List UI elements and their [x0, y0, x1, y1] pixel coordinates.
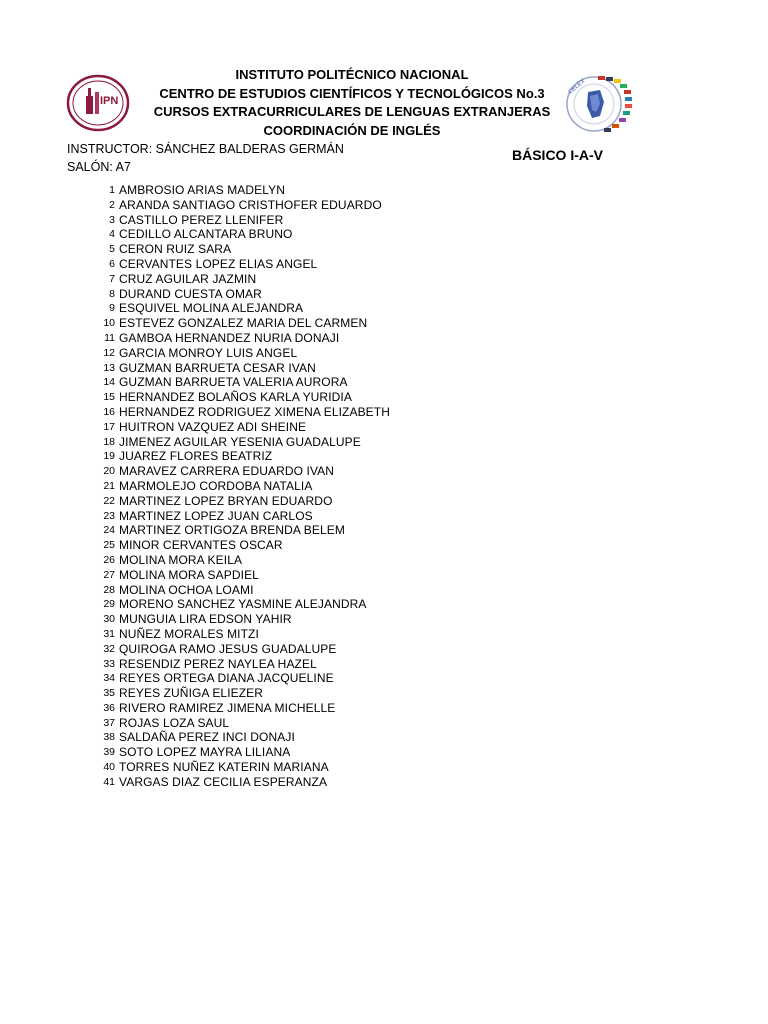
- list-item: [90, 449, 390, 464]
- list-item: [90, 316, 390, 331]
- list-item: [90, 583, 390, 598]
- list-item: [90, 464, 390, 479]
- student-number: 5: [109, 243, 115, 256]
- ipn-logo-text: IPN: [100, 95, 119, 107]
- student-name: MARTINEZ LOPEZ BRYAN EDUARDO: [119, 493, 333, 508]
- list-item: [90, 657, 390, 672]
- student-name: MOLINA MORA KEILA: [119, 552, 243, 567]
- student-name: NUÑEZ MORALES MITZI: [119, 626, 259, 641]
- list-item: [90, 183, 390, 198]
- list-item: [90, 375, 390, 390]
- student-number: 27: [103, 568, 115, 581]
- list-item: [90, 716, 390, 731]
- student-number: 17: [103, 420, 115, 433]
- list-item: [90, 301, 390, 316]
- list-item: [90, 361, 390, 376]
- list-item: [90, 627, 390, 642]
- student-number: 31: [103, 627, 115, 640]
- student-number: 12: [103, 346, 115, 359]
- list-item: [90, 198, 390, 213]
- student-number: 8: [109, 287, 115, 300]
- student-name: RIVERO RAMIREZ JIMENA MICHELLE: [119, 700, 336, 715]
- student-number: 9: [109, 302, 115, 315]
- student-number: 26: [103, 553, 115, 566]
- student-name: TORRES NUÑEZ KATERIN MARIANA: [119, 760, 329, 775]
- student-name: SOTO LOPEZ MAYRA LILIANA: [119, 745, 291, 760]
- student-name: DURAND CUESTA OMAR: [119, 286, 262, 301]
- student-name: JUAREZ FLORES BEATRIZ: [119, 449, 273, 464]
- student-name: HERNANDEZ BOLAÑOS KARLA YURIDIA: [119, 390, 352, 405]
- student-name: MARTINEZ LOPEZ JUAN CARLOS: [119, 508, 313, 523]
- student-number: 11: [104, 331, 115, 344]
- student-name: REYES ORTEGA DIANA JACQUELINE: [119, 671, 334, 686]
- student-name: CERON RUIZ SARA: [119, 242, 232, 257]
- student-number: 28: [103, 583, 115, 596]
- list-item: [90, 538, 390, 553]
- student-number: 2: [109, 198, 115, 211]
- student-number: 41: [103, 775, 115, 788]
- list-item: [90, 701, 390, 716]
- student-number: 13: [103, 361, 115, 374]
- celex-logo-icon: [562, 72, 636, 136]
- list-item: [90, 686, 390, 701]
- student-name: VARGAS DIAZ CECILIA ESPERANZA: [119, 774, 328, 789]
- student-name: CRUZ AGUILAR JAZMIN: [119, 271, 257, 286]
- student-name: RESENDIZ PEREZ NAYLEA HAZEL: [119, 656, 317, 671]
- student-number: 32: [103, 642, 115, 655]
- student-number: 22: [103, 494, 115, 507]
- student-name: HERNANDEZ RODRIGUEZ XIMENA ELIZABETH: [119, 404, 390, 419]
- student-number: 36: [103, 701, 115, 714]
- student-name: ARANDA SANTIAGO CRISTHOFER EDUARDO: [119, 197, 382, 212]
- student-number: 14: [103, 376, 115, 389]
- header-center: CENTRO DE ESTUDIOS CIENTÍFICOS Y TECNOLÓGICOS No.3: [159, 85, 545, 101]
- student-name: MOLINA OCHOA LOAMI: [119, 582, 254, 597]
- student-number: 21: [103, 479, 115, 492]
- ipn-logo-icon: [66, 74, 130, 132]
- student-name: ROJAS LOZA SAUL: [119, 715, 230, 730]
- list-item: [90, 597, 390, 612]
- list-item: [90, 642, 390, 657]
- student-name: REYES ZUÑIGA ELIEZER: [119, 686, 264, 701]
- student-name: JIMENEZ AGUILAR YESENIA GUADALUPE: [119, 434, 361, 449]
- student-name: GARCIA MONROY LUIS ANGEL: [119, 345, 298, 360]
- student-number: 40: [103, 761, 115, 774]
- list-item: [90, 523, 390, 538]
- list-item: [90, 745, 390, 760]
- list-item: [90, 494, 390, 509]
- student-number: 4: [109, 228, 115, 241]
- student-number: 19: [103, 450, 115, 463]
- list-item: [90, 346, 390, 361]
- header-institute: INSTITUTO POLITÉCNICO NACIONAL: [235, 67, 469, 82]
- student-number: 35: [103, 687, 115, 700]
- list-item: [90, 420, 390, 435]
- celex-logo-text: CELEX: [567, 78, 587, 96]
- list-item: [90, 287, 390, 302]
- student-name: QUIROGA RAMO JESUS GUADALUPE: [119, 641, 337, 656]
- student-name: MINOR CERVANTES OSCAR: [119, 538, 283, 553]
- student-number: 33: [103, 657, 115, 670]
- student-name: AMBROSIO ARIAS MADELYN: [119, 183, 286, 197]
- student-number: 6: [109, 257, 115, 270]
- student-number: 30: [103, 613, 115, 626]
- student-name: MOLINA MORA SAPDIEL: [119, 567, 259, 582]
- list-item: [90, 227, 390, 242]
- list-item: [90, 405, 390, 420]
- student-name: MARTINEZ ORTIGOZA BRENDA BELEM: [119, 523, 345, 538]
- student-name: CEDILLO ALCANTARA BRUNO: [119, 227, 293, 242]
- list-item: [90, 553, 390, 568]
- list-item: [90, 760, 390, 775]
- student-number: 16: [103, 405, 115, 418]
- student-number: 10: [103, 317, 115, 330]
- student-number: 34: [103, 672, 115, 685]
- classroom-label: SALÓN: A7: [67, 160, 131, 174]
- student-number: 20: [103, 465, 115, 478]
- student-number: 25: [103, 539, 115, 552]
- list-item: [90, 435, 390, 450]
- student-name: MARMOLEJO CORDOBA NATALIA: [119, 478, 313, 493]
- document-header: [140, 66, 564, 140]
- list-item: [90, 390, 390, 405]
- list-item: [90, 671, 390, 686]
- list-item: [90, 257, 390, 272]
- student-name: GUZMAN BARRUETA VALERIA AURORA: [119, 375, 348, 390]
- list-item: [90, 242, 390, 257]
- student-number: 1: [109, 184, 115, 196]
- student-number: 39: [103, 746, 115, 759]
- student-number: 23: [103, 509, 115, 522]
- list-item: [90, 272, 390, 287]
- student-name: ESQUIVEL MOLINA ALEJANDRA: [119, 301, 304, 316]
- list-item: [90, 612, 390, 627]
- student-number: 3: [109, 213, 115, 226]
- list-item: [90, 213, 390, 228]
- student-name: GAMBOA HERNANDEZ NURIA DONAJI: [119, 330, 340, 345]
- header-courses: CURSOS EXTRACURRICULARES DE LENGUAS EXTRANJERAS: [153, 104, 551, 119]
- instructor-label: INSTRUCTOR: SÁNCHEZ BALDERAS GERMÁN: [67, 142, 344, 156]
- student-name: ESTEVEZ GONZALEZ MARIA DEL CARMEN: [119, 316, 368, 331]
- list-item: [90, 331, 390, 346]
- student-number: 18: [103, 435, 115, 448]
- list-item: [90, 509, 390, 524]
- student-name: GUZMAN BARRUETA CESAR IVAN: [119, 360, 316, 375]
- student-name: CASTILLO PEREZ LLENIFER: [119, 212, 284, 227]
- student-number: 38: [103, 731, 115, 744]
- list-item: [90, 775, 390, 790]
- student-number: 15: [103, 391, 115, 404]
- header-coordination: COORDINACIÓN DE INGLÉS: [263, 122, 441, 138]
- student-list: [90, 183, 390, 790]
- student-name: MORENO SANCHEZ YASMINE ALEJANDRA: [119, 597, 367, 612]
- student-name: SALDAÑA PEREZ INCI DONAJI: [119, 730, 295, 745]
- student-name: MARAVEZ CARRERA EDUARDO IVAN: [119, 464, 335, 479]
- student-name: HUITRON VAZQUEZ ADI SHEINE: [119, 419, 307, 434]
- course-level: BÁSICO I-A-V: [512, 147, 603, 163]
- student-number: 29: [103, 598, 115, 611]
- list-item: [90, 568, 390, 583]
- student-number: 37: [103, 716, 115, 729]
- student-name: CERVANTES LOPEZ ELIAS ANGEL: [119, 256, 318, 271]
- student-name: MUNGUIA LIRA EDSON YAHIR: [119, 612, 292, 627]
- list-item: [90, 479, 390, 494]
- list-item: [90, 730, 390, 745]
- student-number: 7: [109, 272, 115, 285]
- student-number: 24: [103, 524, 115, 537]
